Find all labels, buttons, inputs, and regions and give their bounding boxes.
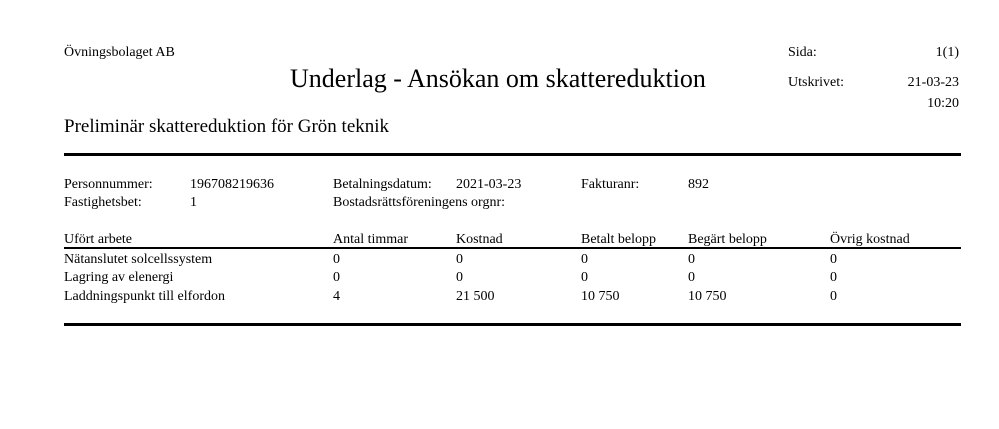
column-header-hours: Antal timmar xyxy=(333,232,409,247)
table-cell-cost: 0 xyxy=(456,252,463,267)
printed-time: 10:20 xyxy=(927,96,959,111)
document-subtitle: Preliminär skattereduktion för Grön teknik xyxy=(64,116,390,137)
column-header-other-cost: Övrig kostnad xyxy=(830,232,910,247)
printed-label: Utskrivet: xyxy=(788,75,844,90)
table-cell-other-cost: 0 xyxy=(830,289,837,304)
table-cell-hours: 0 xyxy=(333,270,340,285)
bottom-divider xyxy=(64,323,961,326)
column-header-work: Ufört arbete xyxy=(64,232,133,247)
table-cell-requested: 0 xyxy=(688,270,695,285)
table-cell-paid: 0 xyxy=(581,270,588,285)
header-divider xyxy=(64,247,961,249)
table-cell-paid: 10 750 xyxy=(581,289,620,304)
personnummer-label: Personnummer: xyxy=(64,177,153,192)
document-title: Underlag - Ansökan om skattereduktion xyxy=(290,64,706,93)
table-cell-hours: 0 xyxy=(333,252,340,267)
table-cell-work: Lagring av elenergi xyxy=(64,270,174,285)
table-cell-paid: 0 xyxy=(581,252,588,267)
top-divider xyxy=(64,153,961,156)
page-label: Sida: xyxy=(788,45,817,60)
table-cell-work: Laddningspunkt till elfordon xyxy=(64,289,225,304)
table-cell-requested: 10 750 xyxy=(688,289,727,304)
fakturanr-label: Fakturanr: xyxy=(581,177,640,192)
fastighetsbet-label: Fastighetsbet: xyxy=(64,195,142,210)
table-cell-requested: 0 xyxy=(688,252,695,267)
printed-date: 21-03-23 xyxy=(907,75,959,90)
table-cell-cost: 21 500 xyxy=(456,289,495,304)
table-cell-work: Nätanslutet solcellssystem xyxy=(64,252,213,267)
betalningsdatum-label: Betalningsdatum: xyxy=(333,177,432,192)
personnummer-value: 196708219636 xyxy=(190,177,274,192)
table-cell-other-cost: 0 xyxy=(830,270,837,285)
company-name: Övningsbolaget AB xyxy=(64,45,175,60)
table-cell-hours: 4 xyxy=(333,289,340,304)
column-header-requested: Begärt belopp xyxy=(688,232,767,247)
fakturanr-value: 892 xyxy=(688,177,709,192)
column-header-paid: Betalt belopp xyxy=(581,232,657,247)
betalningsdatum-value: 2021-03-23 xyxy=(456,177,522,192)
table-cell-other-cost: 0 xyxy=(830,252,837,267)
table-cell-cost: 0 xyxy=(456,270,463,285)
orgnr-label: Bostadsrättsföreningens orgnr: xyxy=(333,195,505,210)
fastighetsbet-value: 1 xyxy=(190,195,197,210)
column-header-cost: Kostnad xyxy=(456,232,503,247)
page-number: 1(1) xyxy=(935,45,959,60)
